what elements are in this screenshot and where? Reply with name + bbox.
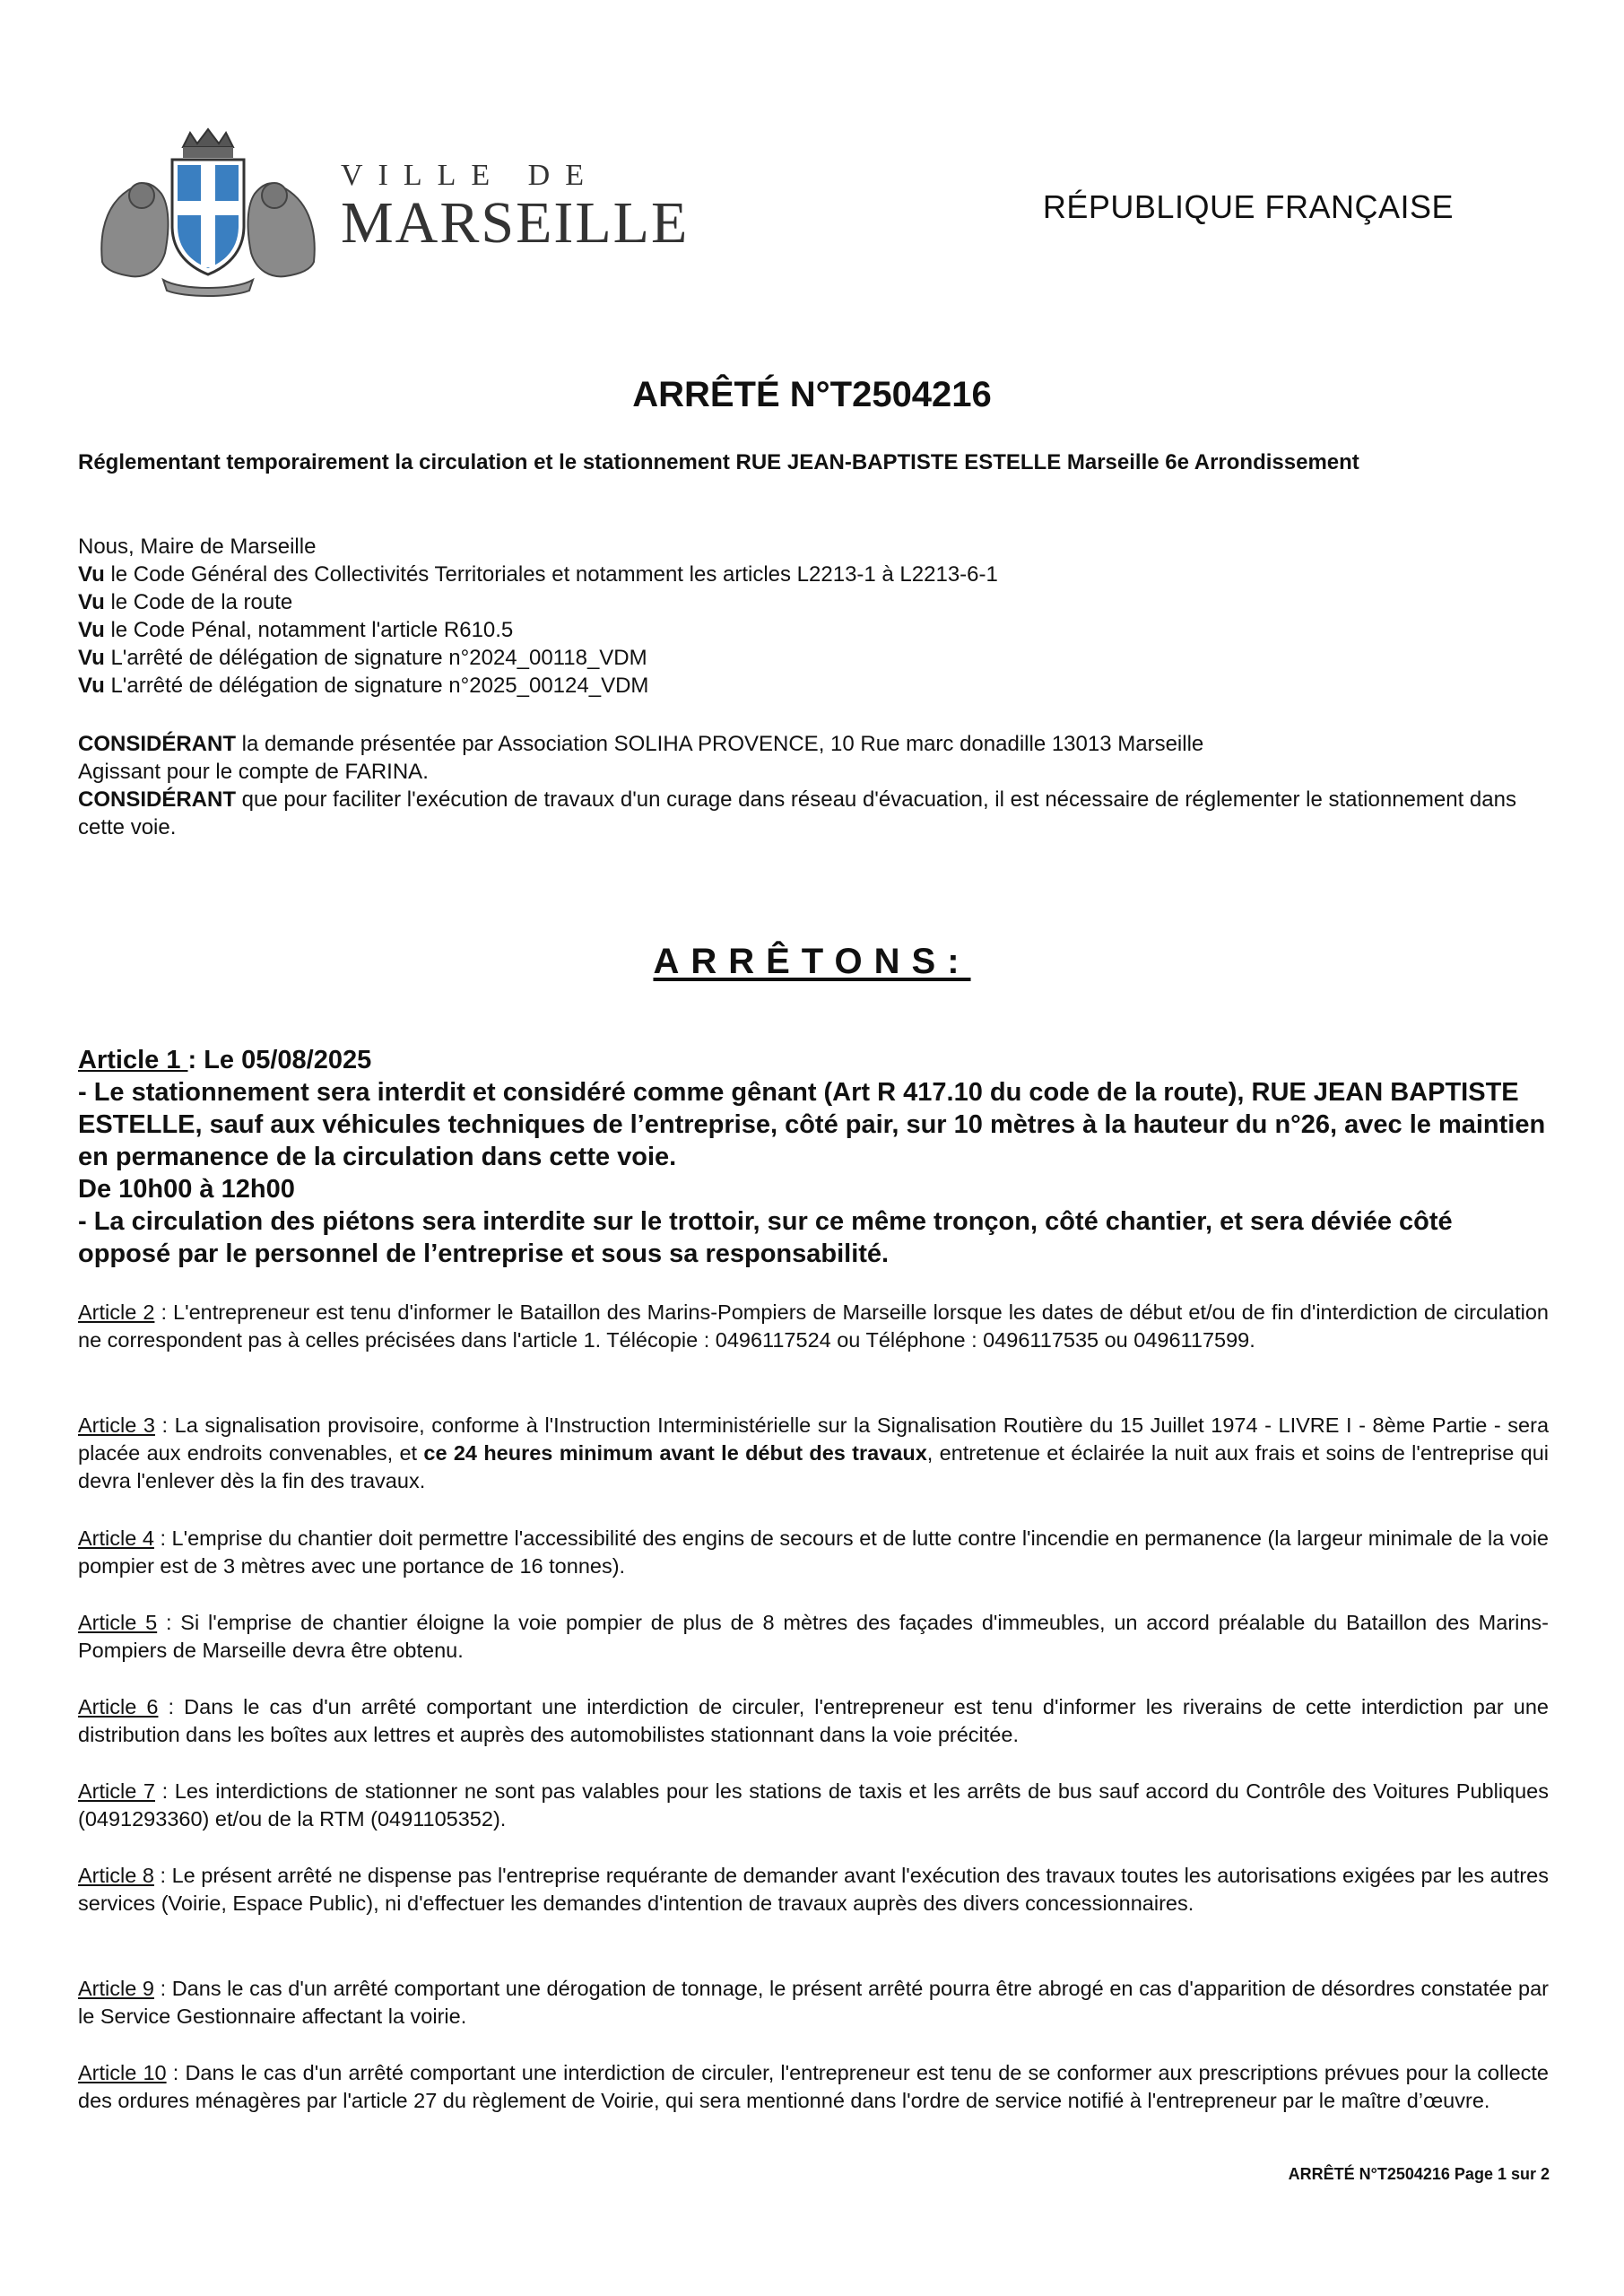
vu-word: Vu: [78, 618, 105, 642]
preamble-block: [78, 533, 1549, 700]
article-text: : Dans le cas d'un arrêté comportant une dérogation de tonnage, le présent arrêté pourra être abrogé en cas d'apparition de désordres constatée par le Service Gestionnaire affectant la voirie.: [78, 1977, 1549, 2028]
decree-title: ARRÊTÉ N°T2504216: [632, 375, 992, 414]
article-1: [78, 1044, 1549, 1270]
article-text: : Dans le cas d'un arrêté comportant une interdiction de circuler, l'entrepreneur est tenu d'informer les riverains de cette interdiction par une distribution dans les boîtes aux lettres et auprès des automobilistes stationnant dans la voie précitée.: [78, 1695, 1549, 1746]
considerant-1-line2: Agissant pour le compte de FARINA.: [78, 760, 429, 784]
vu-text: le Code Pénal, notamment l'article R610.5: [104, 618, 514, 642]
article-1-header: [78, 1044, 1549, 1076]
article-text: : L'entrepreneur est tenu d'informer le Bataillon des Marins-Pompiers de Marseille lorsque les dates de début et/ou de fin d'interdiction de circulation ne correspondent pas à celles précisées dans l'article 1. Télécopie : 0496117524 ou Téléphone : 0496117535 ou 0496117599.: [78, 1300, 1550, 1352]
article-label: Article 5: [78, 1611, 158, 1634]
article-text: : La signalisation provisoire, conforme à l'Instruction Interministérielle sur la Signalisation Routière du 15 Juillet 1974 - LIVRE I - 8ème Partie - sera placée aux endroits convenables, et: [78, 1413, 1550, 1465]
vu-item: [78, 644, 1549, 672]
article-label: Article 6: [78, 1695, 159, 1718]
article-3: [78, 1412, 1549, 1495]
vu-item: [78, 561, 1549, 588]
considerant-word: CONSIDÉRANT: [78, 732, 237, 756]
considerant-2: [78, 786, 1549, 841]
article-text: : Dans le cas d'un arrêté comportant une interdiction de circuler, l'entrepreneur est tenu de se conformer aux prescriptions prévues pour la collecte des ordures ménagères par l'article 27 du règlement de Voirie, qui sera mentionné dans l'ordre de service notifié à l'entrepreneur par le maître d’œuvre.: [78, 2061, 1549, 2112]
article-text: : Si l'emprise de chantier éloigne la voie pompier de plus de 8 mètres des façades d'immeubles, un accord préalable du Bataillon des Marins-Pompiers de Marseille devra être obtenu.: [78, 1611, 1550, 1662]
article-1-paragraph-2: - La circulation des piétons sera interdite sur le trottoir, sur ce même tronçon, côté chantier, et sera déviée côté opposé par le personnel de l’entreprise et sous sa responsabilité.: [78, 1207, 1453, 1268]
article-label: Article 4: [78, 1526, 154, 1550]
article-10: [78, 2059, 1549, 2115]
logo-wordmark: [341, 158, 690, 256]
vu-item: [78, 672, 1549, 700]
article-9: [78, 1975, 1549, 2031]
article-label: Article 7: [78, 1779, 155, 1803]
considerant-1: [78, 730, 1549, 758]
article-label: Article 1: [78, 1046, 188, 1074]
article-label: Article 9: [78, 1977, 154, 2000]
article-text: : Le présent arrêté ne dispense pas l'entreprise requérante de demander avant l'exécution des travaux toutes les autorisations exigées par les autres services (Voirie, Espace Public), ni d'effectuer les demandes d'intention de travaux auprès des divers concessionnaires.: [78, 1864, 1549, 1915]
vu-text: le Code de la route: [104, 590, 293, 614]
article-5: [78, 1609, 1549, 1665]
article-text: : Les interdictions de stationner ne sont pas valables pour les stations de taxis et les arrêts de bus sauf accord du Contrôle des Voitures Publiques (0491293360) et/ou de la RTM (0491105352).: [78, 1779, 1549, 1831]
logo-line-marseille: MARSEILLE: [341, 190, 690, 256]
vu-word: Vu: [78, 590, 105, 614]
article-6: [78, 1693, 1549, 1749]
article-text: : L'emprise du chantier doit permettre l'accessibilité des engins de secours et de lutte contre l'incendie en permanence (la largeur minimale de la voie pompier est de 3 mètres avec une portance de 16 tonnes).: [78, 1526, 1549, 1578]
vu-item: [78, 588, 1549, 616]
article-text-after: , entretenue et éclairée la nuit aux frais et soins de l'entreprise qui devra l'enlever dès la fin des travaux.: [78, 1441, 1549, 1492]
vu-word: Vu: [78, 646, 105, 670]
coat-of-arms-icon: [83, 127, 334, 298]
article-8: [78, 1862, 1549, 1918]
decree-subject: Réglementant temporairement la circulation et le stationnement RUE JEAN-BAPTISTE ESTELLE Marseille 6e Arrondissement: [78, 450, 1359, 474]
article-1-hours: De 10h00 à 12h00: [78, 1175, 295, 1204]
considerant-block: [78, 730, 1549, 841]
arretons-text: ARRÊTONS:: [653, 942, 971, 981]
city-logo: [83, 127, 690, 298]
vu-text: le Code Général des Collectivités Territoriales et notamment les articles L2213-1 à L2213-6-1: [104, 562, 998, 587]
page-footer: ARRÊTÉ N°T2504216 Page 1 sur 2: [1288, 2165, 1550, 2183]
article-label: Article 3: [78, 1413, 155, 1437]
preamble-intro: Nous, Maire de Marseille: [78, 535, 317, 559]
article-text-bold: ce 24 heures minimum avant le début des travaux: [423, 1441, 927, 1465]
arretons-heading: [0, 942, 1624, 982]
logo-line-ville-de: VILLE DE: [341, 159, 600, 192]
article-2: [78, 1299, 1549, 1354]
vu-text: L'arrêté de délégation de signature n°2024_00118_VDM: [104, 646, 647, 670]
considerant-text: la demande présentée par Association SOLIHA PROVENCE, 10 Rue marc donadille 13013 Marseille: [236, 732, 1204, 756]
article-7: [78, 1778, 1549, 1833]
republic-header: RÉPUBLIQUE FRANÇAISE: [1042, 188, 1454, 225]
article-1-date: : Le 05/08/2025: [187, 1046, 372, 1074]
considerant-text: que pour faciliter l'exécution de travaux d'un curage dans réseau d'évacuation, il est nécessaire de réglementer le stationnement dans cette voie.: [78, 787, 1516, 839]
article-label: Article 2: [78, 1300, 155, 1324]
vu-item: [78, 616, 1549, 644]
article-label: Article 8: [78, 1864, 154, 1887]
vu-word: Vu: [78, 674, 105, 698]
article-1-paragraph-1: - Le stationnement sera interdit et considéré comme gênant (Art R 417.10 du code de la route), RUE JEAN BAPTISTE ESTELLE, sauf aux véhicules techniques de l’entreprise, côté pair, sur 10 mètres à la hauteur du n°26, avec le maintien en permanence de la circulation dans cette voie.: [78, 1078, 1546, 1171]
article-label: Article 10: [78, 2061, 167, 2084]
considerant-word: CONSIDÉRANT: [78, 787, 237, 812]
article-4: [78, 1525, 1549, 1580]
vu-word: Vu: [78, 562, 105, 587]
vu-text: L'arrêté de délégation de signature n°2025_00124_VDM: [104, 674, 649, 698]
